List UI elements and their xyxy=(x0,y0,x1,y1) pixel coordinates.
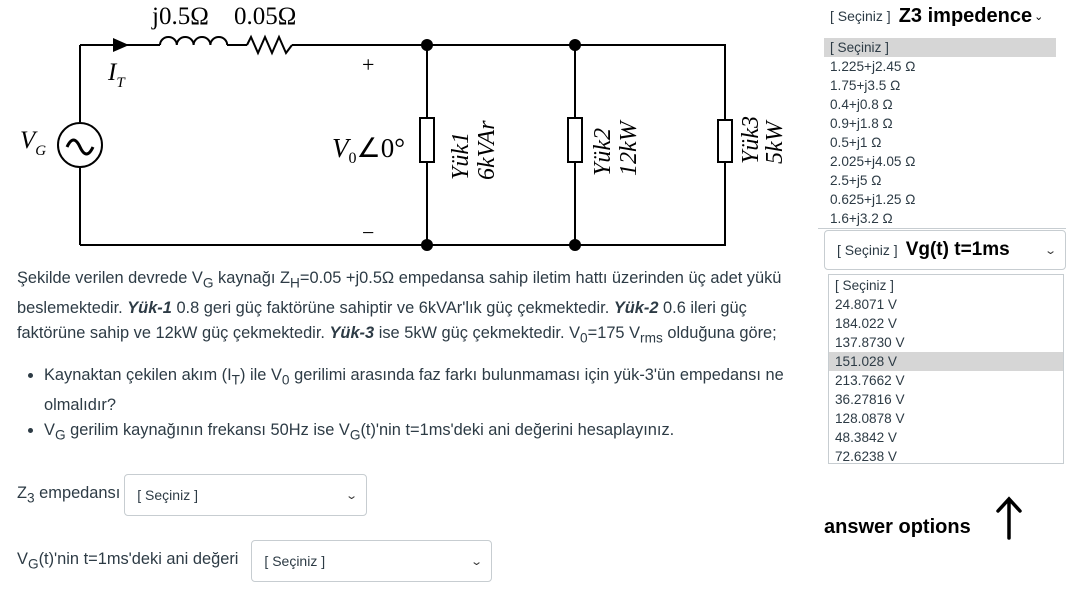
load3-name: Yük3 xyxy=(738,116,764,164)
inductor-symbol xyxy=(160,37,227,45)
z3-dropdown-header[interactable] xyxy=(830,4,1043,28)
load3-rating: 5kW xyxy=(762,121,788,164)
z3-select[interactable] xyxy=(124,474,367,516)
z3-option[interactable]: 2.5+j5 Ω xyxy=(830,173,882,188)
vg-option[interactable]: 128.0878 V xyxy=(835,411,905,426)
plus-sign: + xyxy=(362,52,375,77)
question-item-1: • Kaynaktan çekilen akım $(I_T)$ ile $V_0$ gerilimi arasında faz farkı bulunmaması için yük-3'ün empedansı ne olmalıdır? xyxy=(44,363,797,418)
load1-box xyxy=(420,118,434,162)
up-arrow-icon xyxy=(994,494,1024,540)
answer-options-note: answer options xyxy=(824,516,971,538)
z3-select-value: [ Seçiniz ] xyxy=(137,487,198,503)
question-paragraph: Şekilde verilen devrede $V_G$ kaynağı $Z_H=0.05 +j0.5\Omega$ empedansa sahip iletim hattı üzerinden üç adet yükü beslemektedir. Yük-1 0.8 geri güç faktörüne sahiptir ve 6kVAr'lık güç çekmektedir. Yük-2 0.6 ileri güç faktörüne sahip ve 12kW güç çekmektedir. Yük-3 ise 5kW güç çekmektedir. $V_0=175$ $V_{rms}$ olduğuna göre; xyxy=(17,269,782,346)
z3-label: $Z_3$ empedansı xyxy=(17,484,121,506)
z3-option[interactable]: 1.225+j2.45 Ω xyxy=(830,59,916,74)
z3-options-list xyxy=(824,38,1056,228)
z3-option[interactable]: [ Seçiniz ] xyxy=(824,38,1056,57)
chevron-down-icon: ⌄ xyxy=(470,555,484,568)
z3-answer-row xyxy=(17,474,367,516)
vg-answer-row xyxy=(17,540,492,582)
question-list xyxy=(17,363,797,448)
vg-option[interactable]: 24.8071 V xyxy=(835,297,897,312)
voltage-label: $V_0\angle 0^\circ$ xyxy=(332,133,406,167)
divider xyxy=(818,228,1066,229)
vg-select-value: [ Seçiniz ] xyxy=(264,553,326,569)
vg-option[interactable]: 137.8730 V xyxy=(835,335,905,350)
vg-select[interactable] xyxy=(251,540,492,582)
vg-option[interactable]: 48.3842 V xyxy=(835,430,897,445)
vg-option[interactable]: 36.27816 V xyxy=(835,392,905,407)
z3-option[interactable]: 0.4+j0.8 Ω xyxy=(830,97,893,112)
chevron-down-icon: ⌄ xyxy=(345,489,359,502)
line-resistance-label: 0.05Ω xyxy=(234,3,297,30)
chevron-down-icon: ⌄ xyxy=(1034,10,1044,23)
z3-option[interactable]: 0.625+j1.25 Ω xyxy=(830,192,916,207)
z3-option[interactable]: 0.9+j1.8 Ω xyxy=(830,116,893,131)
vg-option[interactable]: 184.022 V xyxy=(835,316,897,331)
circuit-nodes xyxy=(421,39,581,251)
z3-dropdown-value: [ Seçiniz ] xyxy=(830,8,891,24)
chevron-down-icon: ⌄ xyxy=(1043,244,1057,257)
line-reactance-label: j0.5Ω xyxy=(152,3,209,30)
vg-dropdown-select[interactable] xyxy=(824,230,1066,270)
z3-option[interactable]: 1.6+j3.2 Ω xyxy=(830,211,893,226)
vg-option[interactable]: 213.7662 V xyxy=(835,373,905,388)
vg-options-list xyxy=(828,274,1064,464)
vg-dropdown-value: [ Seçiniz ] xyxy=(837,242,898,258)
question-text xyxy=(17,266,797,448)
vg-dropdown-caption: Vg(t) t=1ms xyxy=(905,239,1010,260)
z3-option[interactable]: 1.75+j3.5 Ω xyxy=(830,78,901,93)
load2-rating: 12kW xyxy=(616,121,642,176)
vg-option[interactable]: 151.028 V xyxy=(829,352,1063,371)
minus-sign: − xyxy=(362,220,375,245)
current-arrow-icon xyxy=(113,38,129,52)
z3-option[interactable]: 0.5+j1 Ω xyxy=(830,135,882,150)
load1-rating: 6kVAr xyxy=(474,120,500,180)
source-label: $V_G$ xyxy=(20,127,47,159)
circuit-diagram xyxy=(0,0,810,265)
current-label: $I_T$ xyxy=(108,59,125,91)
question-item-2: • $V_G$ gerilim kaynağının frekansı 50Hz ise $V_G(t)'nin$ t=1ms'deki ani değerini hesaplayınız. xyxy=(44,418,797,448)
z3-option[interactable]: 2.025+j4.05 Ω xyxy=(830,154,916,169)
vg-option[interactable]: 72.6238 V xyxy=(835,449,897,464)
load2-name: Yük2 xyxy=(590,128,616,176)
load3-box xyxy=(718,120,732,162)
line-resistor-symbol xyxy=(247,37,292,53)
load1-name: Yük1 xyxy=(448,132,474,180)
z3-dropdown-caption: Z3 impedence xyxy=(898,4,1033,27)
vg-option[interactable]: [ Seçiniz ] xyxy=(835,278,894,293)
vg-label: $V_G(t)'nin$ t=1ms'deki ani değeri xyxy=(17,550,239,572)
load2-box xyxy=(568,118,582,162)
